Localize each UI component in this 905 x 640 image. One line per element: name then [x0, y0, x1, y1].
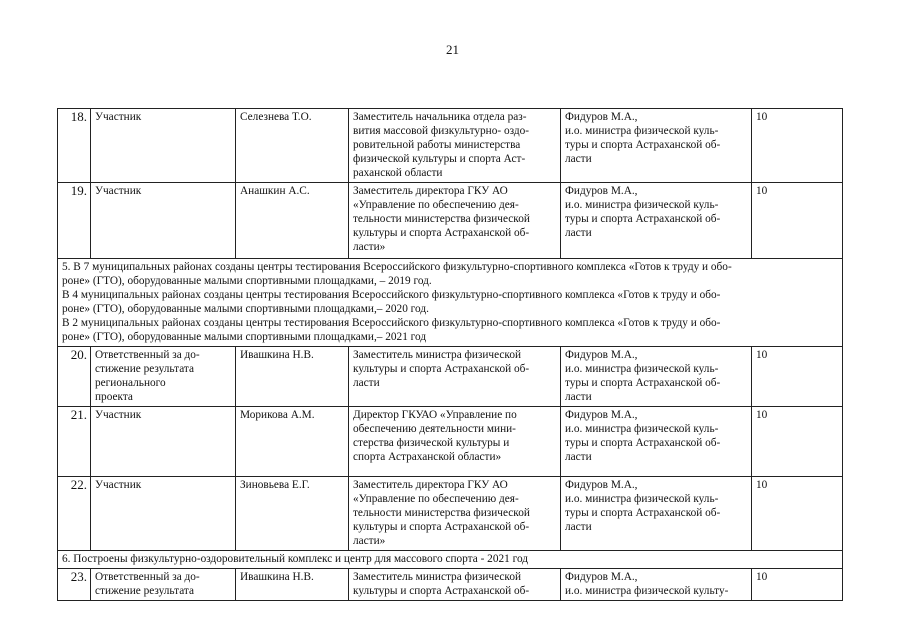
row-number: 19. — [58, 183, 91, 259]
row-number: 20. — [58, 347, 91, 407]
participant-position: Директор ГКУАО «Управление по обеспечению деятельности мини- стерства физической культуры и спорта Астраханской области» — [349, 407, 561, 477]
supervisor: Фидуров М.А., и.о. министра физической куль- туры и спорта Астраханской об- ласти — [561, 347, 752, 407]
participant-role: Участник — [91, 109, 236, 183]
row-number: 22. — [58, 477, 91, 551]
supervisor: Фидуров М.А., и.о. министра физической куль- туры и спорта Астраханской об- ласти — [561, 109, 752, 183]
participant-position: Заместитель министра физической культуры и спорта Астраханской об- — [349, 569, 561, 601]
participant-position: Заместитель министра физической культуры и спорта Астраханской об- ласти — [349, 347, 561, 407]
project-participants-table — [57, 108, 843, 601]
participant-position: Заместитель начальника отдела раз- вития массовой физкультурно- оздо- ровительной работы министерства физической культуры и спорта Аст- раханской области — [349, 109, 561, 183]
table-row — [58, 477, 843, 551]
participation-percent: 10 — [752, 407, 843, 477]
supervisor: Фидуров М.А., и.о. министра физической куль- туры и спорта Астраханской об- ласти — [561, 407, 752, 477]
table-body — [58, 109, 843, 601]
section-text: 5. В 7 муниципальных районах созданы центры тестирования Всероссийского физкультурно-спортивного комплекса «Готов к труду и обо- роне» (ГТО), оборудованные малыми спортивными площадками, – 2019 год. В 4 муниципальных районах созданы центры тестирования Всероссийского физкультурно-спортивного комплекса «Готов к труду и обо- роне» (ГТО), оборудованные малыми спортивными площадками,– 2020 год. В 2 муниципальных районах созданы центры тестирования Всероссийского физкультурно-спортивного комплекса «Готов к труду и обо- роне» (ГТО), оборудованные малыми спортивными площадками,– 2021 год — [58, 259, 843, 347]
participation-percent: 10 — [752, 347, 843, 407]
section-heading-row — [58, 551, 843, 569]
supervisor: Фидуров М.А., и.о. министра физической куль- туры и спорта Астраханской об- ласти — [561, 477, 752, 551]
table-row — [58, 183, 843, 259]
participant-name: Зиновьева Е.Г. — [236, 477, 349, 551]
participant-name: Ивашкина Н.В. — [236, 347, 349, 407]
table-row — [58, 347, 843, 407]
row-number: 23. — [58, 569, 91, 601]
participation-percent: 10 — [752, 183, 843, 259]
section-heading-row — [58, 259, 843, 347]
participant-name: Морикова А.М. — [236, 407, 349, 477]
participant-name: Ивашкина Н.В. — [236, 569, 349, 601]
participation-percent: 10 — [752, 569, 843, 601]
participant-role: Ответственный за до- стижение результата — [91, 569, 236, 601]
page-number: 21 — [446, 42, 459, 57]
participant-role: Ответственный за до- стижение результата регионального проекта — [91, 347, 236, 407]
supervisor: Фидуров М.А., и.о. министра физической куль- туры и спорта Астраханской об- ласти — [561, 183, 752, 259]
participant-role: Участник — [91, 183, 236, 259]
participant-position: Заместитель директора ГКУ АО «Управление по обеспечению дея- тельности министерства физической культуры и спорта Астраханской об- ласти» — [349, 183, 561, 259]
participant-position: Заместитель директора ГКУ АО «Управление по обеспечению дея- тельности министерства физической культуры и спорта Астраханской об- ласти» — [349, 477, 561, 551]
row-number: 21. — [58, 407, 91, 477]
table-row — [58, 109, 843, 183]
supervisor: Фидуров М.А., и.о. министра физической культу- — [561, 569, 752, 601]
table-row — [58, 569, 843, 601]
participant-role: Участник — [91, 407, 236, 477]
participation-percent: 10 — [752, 109, 843, 183]
participant-name: Анашкин А.С. — [236, 183, 349, 259]
section-text: 6. Построены физкультурно-оздоровительный комплекс и центр для массового спорта - 2021 год — [58, 551, 843, 569]
table-row — [58, 407, 843, 477]
row-number: 18. — [58, 109, 91, 183]
participation-percent: 10 — [752, 477, 843, 551]
participant-name: Селезнева Т.О. — [236, 109, 349, 183]
participant-role: Участник — [91, 477, 236, 551]
